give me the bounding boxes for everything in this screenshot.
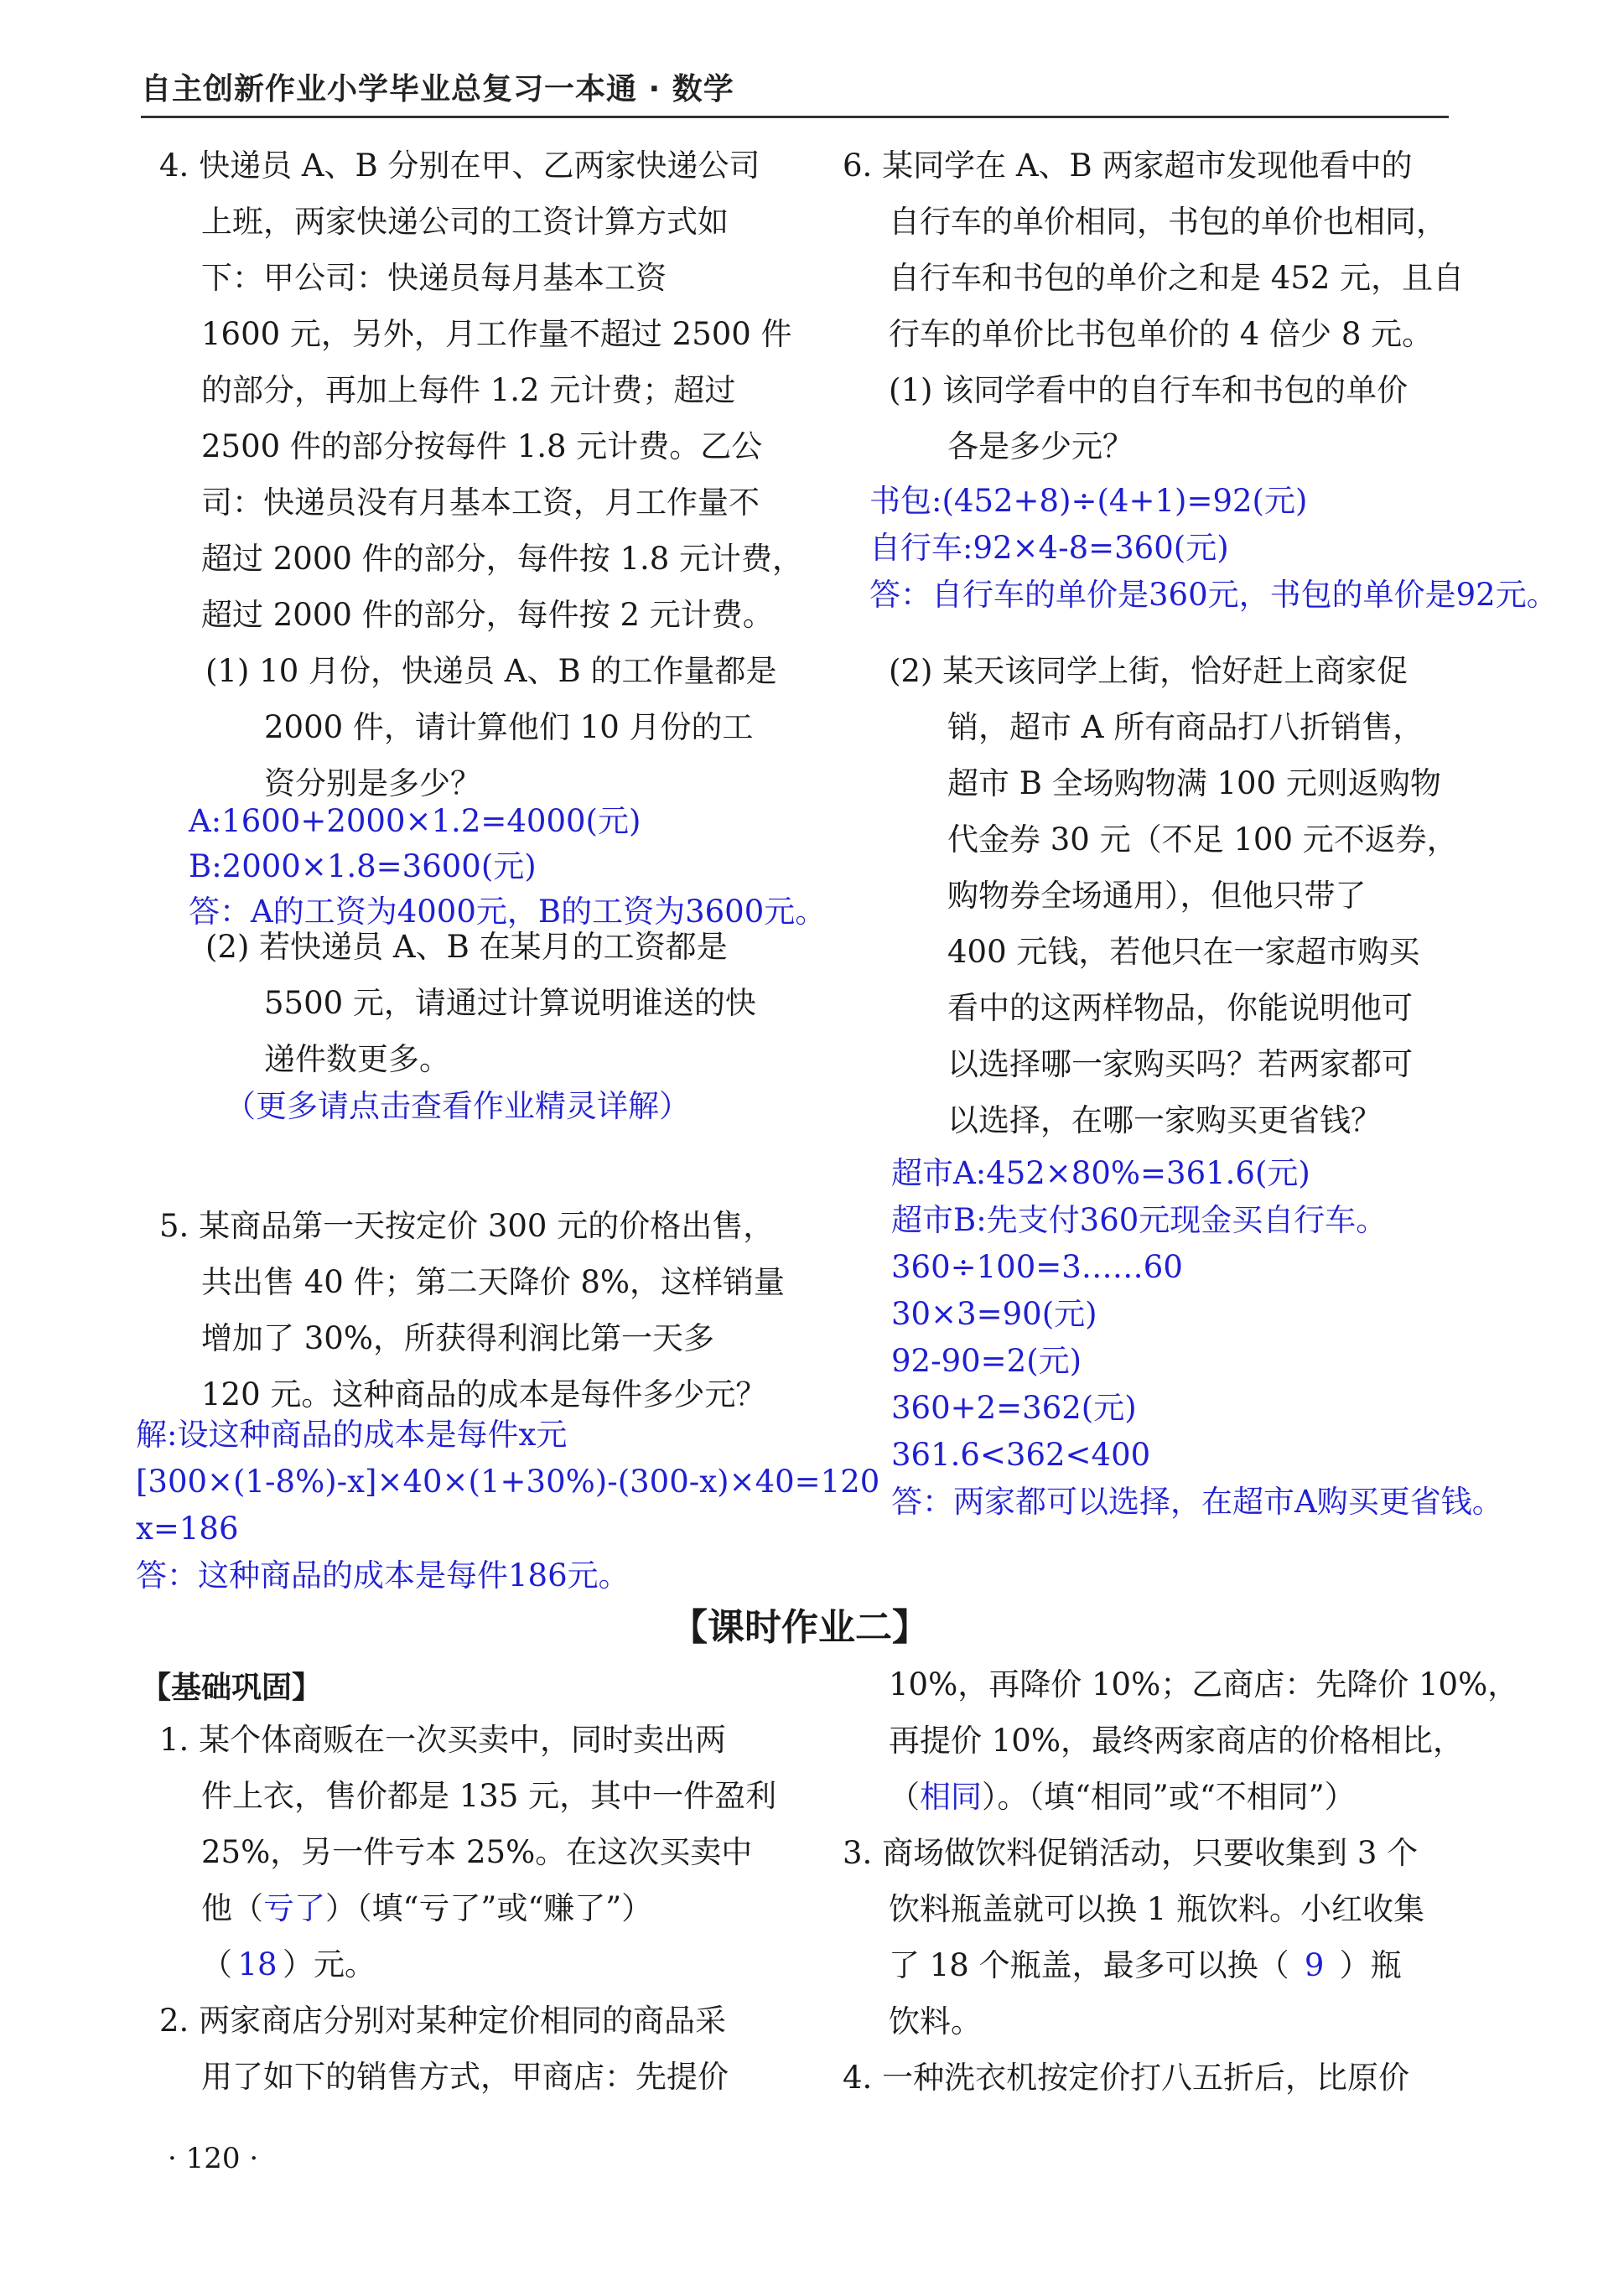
l2-q2-text: （ xyxy=(889,1779,920,1815)
l2-q3-answer-blank: 9 xyxy=(1304,1947,1325,1983)
q6-1-answer-line: 答：自行车的单价是360元，书包的单价是92元。 xyxy=(869,577,1558,613)
q5-line: 增加了 30%，所获得利润比第一天多 xyxy=(201,1320,714,1356)
l2-q2-line: 用了如下的销售方式，甲商店：先提价 xyxy=(201,2059,729,2095)
l2-q2-cont-line: 再提价 10%，最终两家商店的价格相比， xyxy=(889,1723,1464,1759)
l2-q1-answer-blank: 18 xyxy=(237,1946,278,1982)
more-details-link[interactable]: （更多请点击查看作业精灵详解） xyxy=(225,1088,690,1124)
q4-line: 超过 2000 件的部分，每件按 2 元计费。 xyxy=(201,597,774,633)
l2-q1-answer-blank: 亏了 xyxy=(263,1890,325,1926)
q6-line: 行车的单价比书包单价的 4 倍少 8 元。 xyxy=(889,316,1434,352)
l2-q1-line5 xyxy=(201,1946,376,1983)
q4-line: 司：快递员没有月基本工资，月工作量不 xyxy=(201,485,760,521)
q5-answer-line: 答：这种商品的成本是每件186元。 xyxy=(136,1557,630,1594)
q6-line: 6. 某同学在 A、B 两家超市发现他看中的 xyxy=(843,148,1413,184)
l2-q4-line: 4. 一种洗衣机按定价打八五折后，比原价 xyxy=(843,2060,1410,2096)
q4-line: 2500 件的部分按每件 1.8 元计费。乙公 xyxy=(201,428,763,464)
q4-line: 的部分，再加上每件 1.2 元计费；超过 xyxy=(201,372,736,408)
l2-q1-text: （ xyxy=(201,1946,232,1982)
page-number: · 120 · xyxy=(168,2142,259,2175)
q6-line: 自行车和书包的单价之和是 452 元，且自 xyxy=(889,260,1465,296)
q4-1-line: 2000 件，请计算他们 10 月份的工 xyxy=(264,709,754,745)
l2-q3-line: 饮料瓶盖就可以换 1 瓶饮料。小红收集 xyxy=(889,1891,1425,1927)
l2-q3-line: 饮料。 xyxy=(889,2003,982,2039)
q4-line: 上班，两家快递公司的工资计算方式如 xyxy=(201,204,729,240)
l2-q3-line3 xyxy=(889,1947,1402,1984)
q6-1-answer-line: 书包:(452+8)÷(4+1)=92(元) xyxy=(869,483,1308,519)
q4-2-line: 5500 元，请通过计算说明谁送的快 xyxy=(264,985,756,1021)
q6-2-answer-line: 30×3=90(元) xyxy=(891,1296,1097,1332)
q5-answer-line: 解:设这种商品的成本是每件x元 xyxy=(136,1417,568,1453)
q4-1-answer-line: A:1600+2000×1.2=4000(元) xyxy=(189,803,641,839)
section-heading: 【基础巩固】 xyxy=(141,1671,323,1705)
q4-line: 超过 2000 件的部分，每件按 1.8 元计费， xyxy=(201,541,804,577)
q5-line: 120 元。这种商品的成本是每件多少元？ xyxy=(201,1376,767,1412)
q6-1-answer-line: 自行车:92×4-8=360(元) xyxy=(869,530,1229,566)
l2-q1-text: ）（填“亏了”或“赚了”） xyxy=(325,1890,653,1926)
q4-line: 4. 快递员 A、B 分别在甲、乙两家快递公司 xyxy=(159,148,760,184)
q6-2-line: 以选择哪一家购买吗？若两家都可 xyxy=(947,1046,1413,1082)
q4-1-answer-line: B:2000×1.8=3600(元) xyxy=(189,848,537,884)
lesson-title: 【课时作业二】 xyxy=(671,1606,929,1649)
q4-line: 1600 元，另外，月工作量不超过 2500 件 xyxy=(201,316,792,352)
q6-2-line: (2) 某天该同学上街，恰好赶上商家促 xyxy=(889,653,1408,689)
q6-2-line: 400 元钱，若他只在一家超市购买 xyxy=(947,934,1420,970)
q6-2-answer-line: 答：两家都可以选择，在超市A购买更省钱。 xyxy=(891,1484,1503,1520)
q5-line: 共出售 40 件；第二天降价 8%，这样销量 xyxy=(201,1264,786,1300)
q4-1-line: (1) 10 月份，快递员 A、B 的工作量都是 xyxy=(205,653,777,689)
q6-2-answer-line: 超市A:452×80%=361.6(元) xyxy=(891,1155,1310,1191)
l2-q2-line: 2. 两家商店分别对某种定价相同的商品采 xyxy=(159,2003,727,2039)
l2-q3-text: ）瓶 xyxy=(1339,1947,1402,1983)
l2-q1-text: ）元。 xyxy=(283,1946,376,1982)
l2-q1-line: 1. 某个体商贩在一次买卖中，同时卖出两 xyxy=(159,1722,727,1758)
l2-q2-cont-line: 10%，再降价 10%；乙商店：先降价 10%， xyxy=(889,1666,1519,1703)
q6-1-line: (1) 该同学看中的自行车和书包的单价 xyxy=(889,372,1408,408)
l2-q2-cont-line3 xyxy=(889,1779,1356,1816)
q6-2-answer-line: 361.6<362<400 xyxy=(891,1437,1151,1473)
q6-2-line: 超市 B 全场购物满 100 元则返购物 xyxy=(947,765,1441,801)
l2-q3-line: 3. 商场做饮料促销活动，只要收集到 3 个 xyxy=(843,1835,1419,1871)
q4-1-answer-line: 答：A的工资为4000元，B的工资为3600元。 xyxy=(189,894,827,930)
q4-2-line: (2) 若快递员 A、B 在某月的工资都是 xyxy=(205,929,728,965)
q6-2-answer-line: 92-90=2(元) xyxy=(891,1343,1082,1379)
q6-1-line: 各是多少元？ xyxy=(947,428,1134,464)
l2-q2-answer-blank: 相同 xyxy=(920,1779,982,1815)
l2-q2-text: ）。（填“相同”或“不相同”） xyxy=(982,1779,1356,1815)
q6-2-line: 以选择，在哪一家购买更省钱？ xyxy=(947,1102,1382,1138)
q6-2-line: 看中的这两样物品，你能说明他可 xyxy=(947,990,1413,1026)
header-divider xyxy=(141,116,1449,118)
q5-answer-line: x=186 xyxy=(136,1511,239,1547)
q6-2-line: 购物券全场通用），但他只带了 xyxy=(947,878,1367,914)
q6-2-line: 代金券 30 元（不足 100 元不返券， xyxy=(947,821,1458,858)
q4-1-line: 资分别是多少？ xyxy=(264,765,481,801)
q6-line: 自行车的单价相同，书包的单价也相同， xyxy=(889,204,1447,240)
l2-q1-line: 25%，另一件亏本 25%。在这次买卖中 xyxy=(201,1834,753,1870)
l2-q1-line: 件上衣，售价都是 135 元，其中一件盈利 xyxy=(201,1778,777,1814)
q5-answer-line: [300×(1-8%)-x]×40×(1+30%)-(300-x)×40=120 xyxy=(136,1464,880,1500)
q5-line: 5. 某商品第一天按定价 300 元的价格出售， xyxy=(159,1208,775,1244)
book-header-title: 自主创新作业小学毕业总复习一本通 · 数学 xyxy=(141,72,734,106)
q6-2-answer-line: 360÷100=3……60 xyxy=(891,1249,1183,1285)
q6-2-answer-line: 超市B:先支付360元现金买自行车。 xyxy=(891,1202,1388,1238)
l2-q1-line4 xyxy=(201,1890,652,1927)
l2-q3-text: 了 18 个瓶盖，最多可以换（ xyxy=(889,1947,1289,1983)
q4-2-line: 递件数更多。 xyxy=(264,1041,450,1077)
q6-2-line: 销，超市 A 所有商品打八折销售， xyxy=(947,709,1424,745)
q4-line: 下：甲公司：快递员每月基本工资 xyxy=(201,260,667,296)
q6-2-answer-line: 360+2=362(元) xyxy=(891,1390,1137,1426)
l2-q1-text: 他（ xyxy=(201,1890,263,1926)
